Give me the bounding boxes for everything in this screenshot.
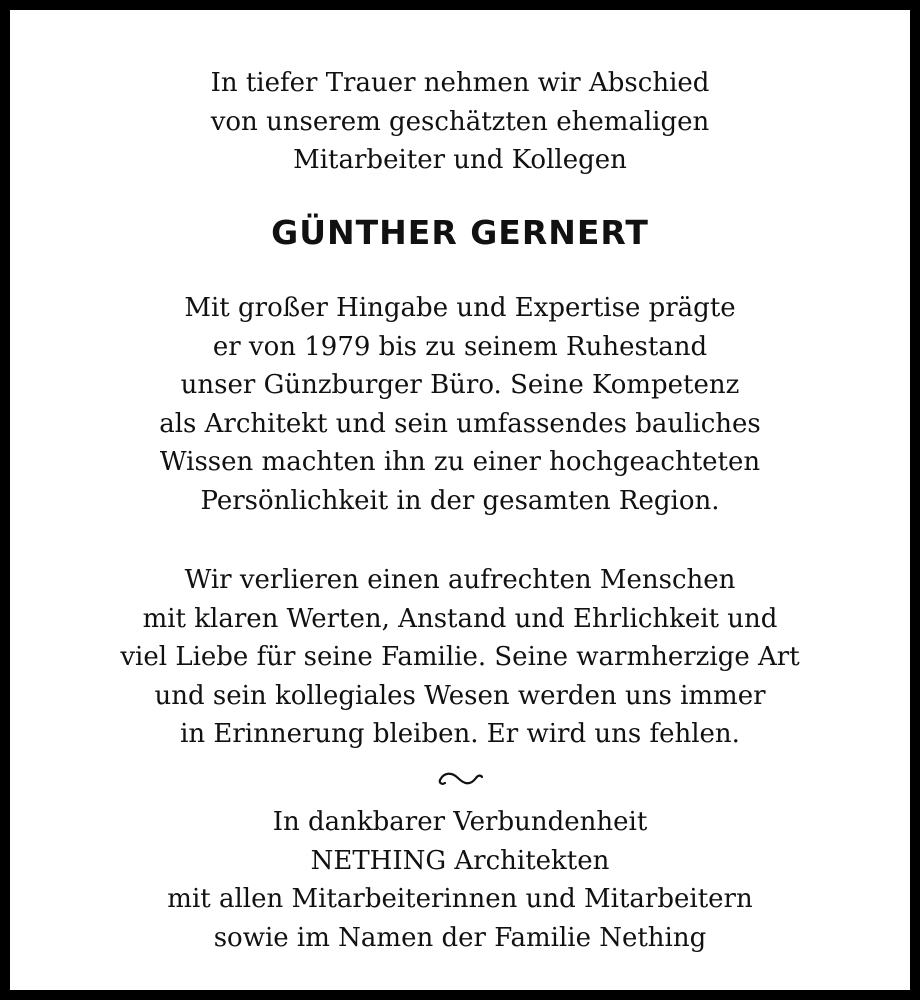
intro-line: Mitarbeiter und Kollegen [293,145,627,175]
closing-line: mit allen Mitarbeiterinnen und Mitarbeitern [167,884,753,914]
closing-line: sowie im Namen der Familie Nething [213,922,707,953]
tribute-paragraph [20,289,900,520]
remembrance-line: in Erinnerung bleiben. Er wird uns fehlen. [180,719,740,749]
remembrance-line: viel Liebe für seine Familie. Seine warmherzige Art [120,642,800,672]
intro-line: von unserem geschätzten ehemaligen [210,106,710,137]
tribute-line: als Architekt und sein umfassendes bauliches [159,408,761,439]
tribute-line: Mit großer Hingabe und Expertise prägte [184,293,736,323]
tribute-line: er von 1979 bis zu seinem Ruhestand [212,331,708,362]
deceased-name: GÜNTHER GERNERT [271,213,649,252]
tribute-line: Persönlichkeit in der gesamten Region. [200,485,720,516]
tribute-line: unser Günzburger Büro. Seine Kompetenz [180,370,740,400]
remembrance-line: und sein kollegiales Wesen werden uns immer [154,680,766,711]
closing-line: In dankbarer Verbundenheit [272,807,648,837]
closing-line: NETHING Architekten [310,845,610,876]
closing-block [20,803,900,957]
remembrance-line: mit klaren Werten, Anstand und Ehrlichkeit und [142,603,778,634]
intro-block [20,64,900,180]
remembrance-line: Wir verlieren einen aufrechten Menschen [184,565,736,595]
tribute-line: Wissen machten ihn zu einer hochgeachteten [159,447,761,477]
remembrance-paragraph [20,561,900,754]
swirl-ornament-icon [436,768,484,790]
intro-line: In tiefer Trauer nehmen wir Abschied [210,68,710,98]
